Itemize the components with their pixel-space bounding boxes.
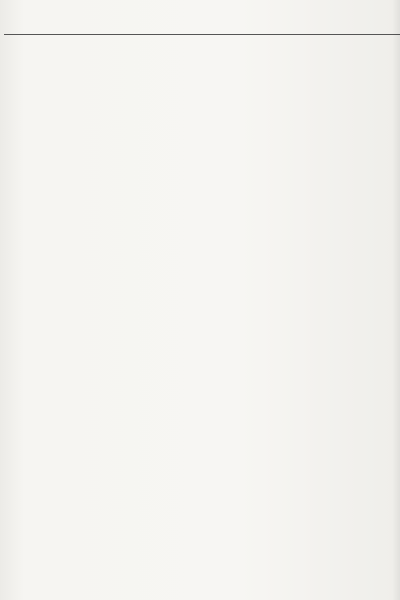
list-item (4, 159, 400, 168)
clause-line (4, 38, 400, 47)
text-line (4, 66, 400, 75)
clause-line (4, 103, 400, 112)
clause-line (4, 169, 400, 178)
header-rule (4, 34, 400, 35)
list-item (4, 150, 400, 159)
text-line (4, 47, 400, 56)
text-line (4, 94, 400, 103)
text-line (4, 57, 400, 66)
list-item (4, 122, 400, 131)
scan-edge-shadow (392, 0, 400, 600)
text-line (4, 85, 400, 94)
clause-line (4, 75, 400, 84)
document-body (4, 38, 400, 178)
list-item (4, 131, 400, 140)
text-line (4, 113, 400, 122)
list-item (4, 141, 400, 150)
